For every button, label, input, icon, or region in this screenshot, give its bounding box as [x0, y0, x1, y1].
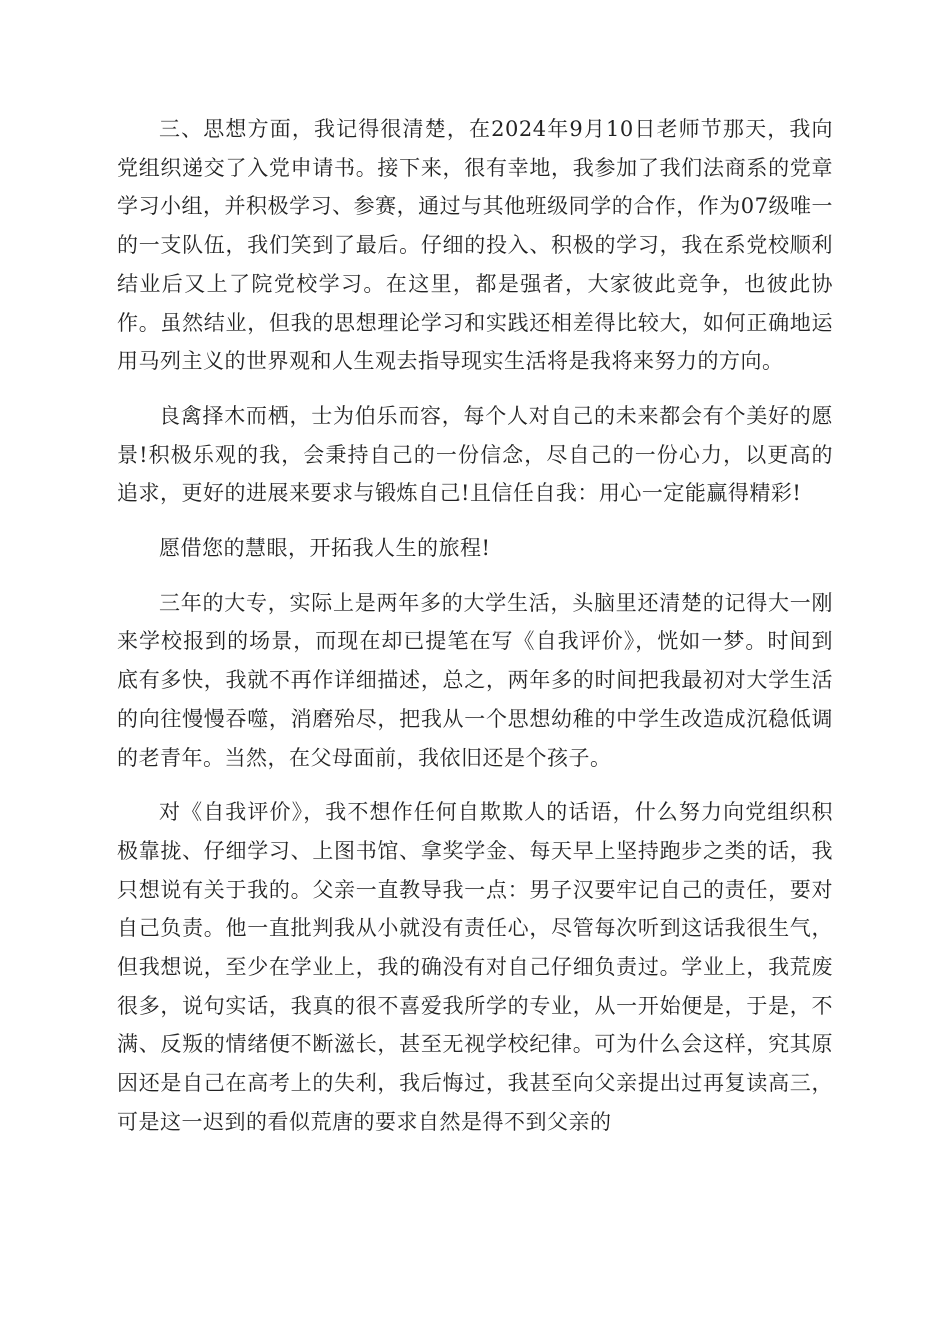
- paragraph-wish: 愿借您的慧眼，开拓我人生的旅程!: [159, 536, 491, 561]
- paragraph-self-evaluation: 对《自我评价》，我不想作任何自欺欺人的话语，什么努力向党组织积极靠拢、仔细学习、上图书馆、拿奖学金、每天早上坚持跑步之类的话，我只想说有关于我的。父亲一直教导我一点：男子汉要牢记自己的责任，要对自己负责。他一直批判我从小就没有责任心，尽管每次听到这话我很生气，但我想说，至少在学业上，我的确没有对自己仔细负责过。学业上，我荒废很多，说句实话，我真的很不喜爱我所学的专业，从一开始便是，于是，不满、反叛的情绪便不断滋长，甚至无视学校纪律。可为什么会这样，究其原因还是自己在高考上的失利，我后悔过，我甚至向父亲提出过再复读高三，可是这一迟到的看似荒唐的要求自然是得不到父亲的: [117, 800, 833, 1134]
- document-body: [117, 110, 833, 1142]
- paragraph-ideology: 三、思想方面，我记得很清楚，在2024年9月10日老师节那天，我向党组织递交了入党申请书。接下来，很有幸地，我参加了我们法商系的党章学习小组，并积极学习、参赛，通过与其他班级同学的合作，作为07级唯一的一支队伍，我们笑到了最后。仔细的投入、积极的学习，我在系党校顺利结业后又上了院党校学习。在这里，都是强者，大家彼此竞争，也彼此协作。虽然结业，但我的思想理论学习和实践还相差得比较大，如何正确地运用马列主义的世界观和人生观去指导现实生活将是我将来努力的方向。: [117, 117, 833, 374]
- paragraph-aspiration: 良禽择木而栖，士为伯乐而容，每个人对自己的未来都会有个美好的愿景!积极乐观的我，会秉持自己的一份信念，尽自己的一份心力，以更高的追求，更好的进展来要求与锻炼自己!且信任自我：用心一定能赢得精彩!: [117, 403, 833, 506]
- paragraph-college-life: 三年的大专，实际上是两年多的大学生活，头脑里还清楚的记得大一刚来学校报到的场景，而现在却已提笔在写《自我评价》，恍如一梦。时间到底有多快，我就不再作详细描述，总之，两年多的时间把我最初对大学生活的向往慢慢吞噬，消磨殆尽，把我从一个思想幼稚的中学生改造成沉稳低调的老青年。当然，在父母面前，我依旧还是个孩子。: [117, 590, 833, 770]
